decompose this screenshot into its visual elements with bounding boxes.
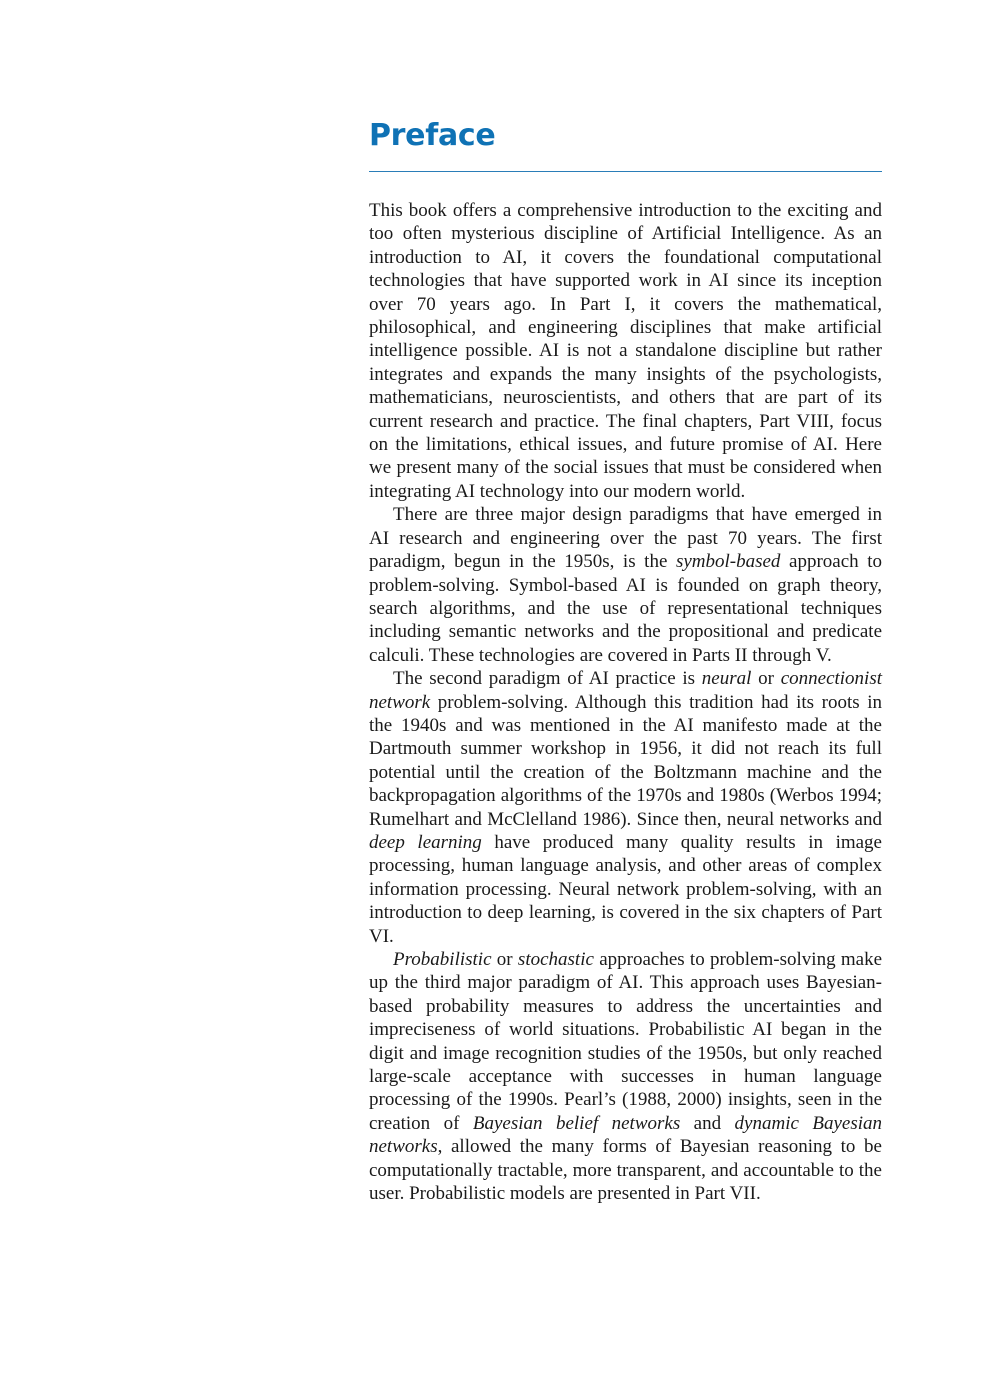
heading-divider <box>369 171 882 172</box>
text-span: have produced many quality results in image processing, human language analysis, and other areas of complex information processing. Neural network problem-solving, with an introduction to deep learning, is covered in the six chapters of Part VI. <box>369 831 882 947</box>
paragraph-4 <box>369 948 882 1205</box>
paragraph-2 <box>369 503 882 667</box>
emphasis: stochastic <box>517 949 594 970</box>
text-span: or <box>491 949 518 970</box>
emphasis: deep learning <box>369 831 482 853</box>
emphasis: connectionist network <box>369 668 883 713</box>
page-title: Preface <box>369 118 496 153</box>
text-span: and <box>680 1112 735 1134</box>
paragraph-3 <box>369 667 882 948</box>
emphasis: Bayesian belief networks <box>472 1112 681 1134</box>
text-span: approaches to problem-solving make up the third major paradigm of AI. This approach uses Bayesian-based probability measures to address the uncertainties and impreciseness of world situations. Probabilistic AI began in the digit and image recognition studies of the 1950s, but only reached large-scale acceptance with successes in human language processing of the 1990s. Pearl’s (1988, 2000) insights, seen in the creation of <box>369 949 883 1134</box>
text-span: , allowed the many forms of Bayesian reasoning to be computationally tractable, more transparent, and accountable to the user. Probabilistic models are presented in Part VII. <box>369 1136 882 1205</box>
emphasis: dynamic Bayesian networks <box>369 1112 882 1158</box>
paragraph-1: This book offers a comprehensive introduction to the exciting and too often mysterious discipline of Artificial Intelligence. As an introduction to AI, it covers the foundational computational technologies that have supported work in AI since its inception over 70 years ago. In Part I, it covers the mathematical, philosophical, and engineering disciplines that make artificial intelligence possible. AI is not a standalone discipline but rather integrates and expands the many insights of the psychologists, mathematicians, neuroscientists, and others that are part of its current research and practice. The final chapters, Part VIII, focus on the limitations, ethical issues, and future promise of AI. Here we present many of the social issues that must be considered when integrating AI technology into our modern world. <box>369 200 882 502</box>
text-span: approach to problem-solving. Symbol-based AI is founded on graph theory, search algorithms, and the use of representational techniques including semantic networks and the propositional and predicate calculi. These technologies are covered in Parts II through V. <box>369 551 882 666</box>
emphasis: symbol-based <box>675 551 781 573</box>
preface-body <box>369 199 882 1205</box>
text-span: The second paradigm of AI practice is <box>393 668 702 690</box>
text-span: problem-solving. Although this tradition had its roots in the 1940s and was mentioned in the AI manifesto made at the Dartmouth summer workshop in 1956, it did not reach its full potential until the creation of the Boltzmann machine and the backpropagation algorithms of the 1970s and 1980s (Werbos 1994; Rumelhart and McClelland 1986). Since then, neural networks and <box>369 691 882 830</box>
emphasis: neural <box>701 668 752 690</box>
text-span: or <box>751 668 781 690</box>
emphasis: Probabilistic <box>393 949 492 970</box>
text-span: There are three major design paradigms that have emerged in AI research and engineering over the past 70 years. The first paradigm, begun in the 1950s, is the <box>369 504 882 573</box>
